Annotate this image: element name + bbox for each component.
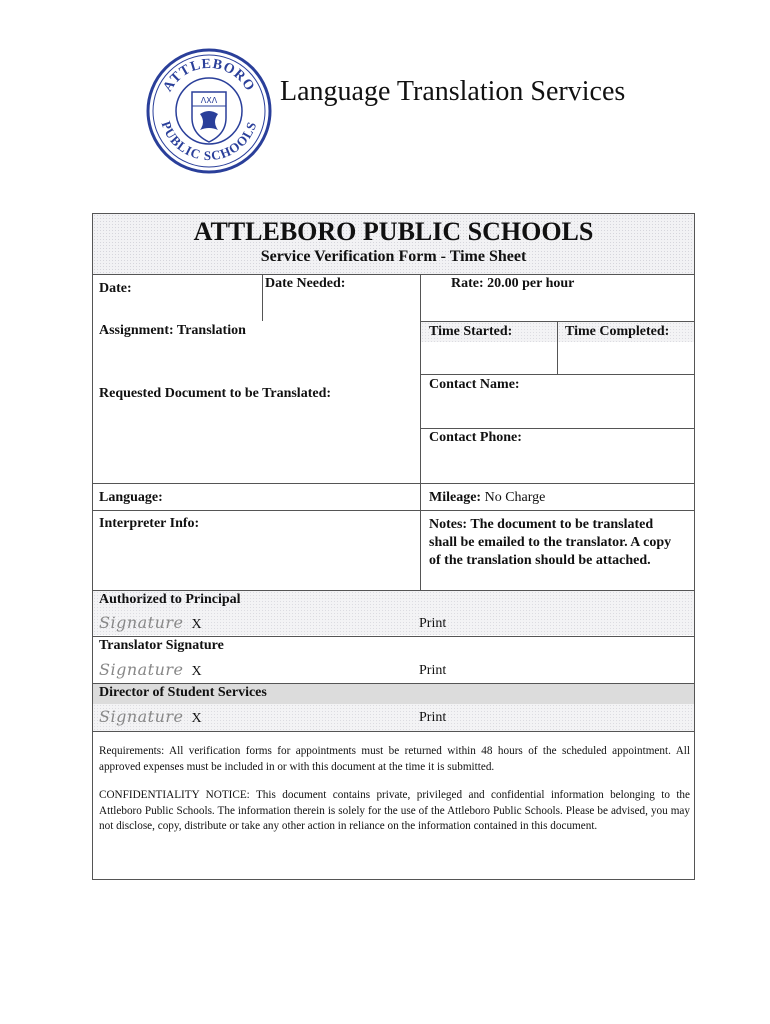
time-started-label: Time Started: (429, 324, 513, 339)
translator-signature-line[interactable] (99, 660, 202, 680)
page-title: Language Translation Services (280, 76, 626, 107)
school-name: ATTLEBORO PUBLIC SCHOOLS (193, 217, 594, 246)
signature-script: Signature (99, 613, 184, 632)
divider (92, 731, 695, 732)
mileage-field (429, 490, 545, 506)
divider (92, 683, 695, 684)
principal-signature-title: Authorized to Principal (99, 592, 241, 607)
school-seal-logo (146, 48, 272, 174)
confidentiality-notice: CONFIDENTIALITY NOTICE: This document contains private, privileged and confidential information belonging to the Attleboro Public Schools. The information therein is solely for the use of the Attleboro Public Schools. Please be advised, you may not disclose, copy, distribute or take any other action in reliance on the information contained in this document. (99, 789, 690, 832)
assignment-label: Assignment: Translation (99, 323, 246, 338)
divider (92, 590, 695, 591)
svg-text:ΛXΛ: ΛXΛ (200, 96, 218, 105)
director-signature-title: Director of Student Services (99, 685, 267, 700)
time-completed-label: Time Completed: (565, 324, 670, 339)
logo-text-bottom: PUBLIC SCHOOLS (158, 119, 260, 164)
signature-x-mark: X (191, 664, 202, 679)
director-signature-line[interactable] (99, 707, 202, 727)
translator-print-label: Print (419, 663, 447, 678)
language-label: Language: (99, 490, 163, 505)
mileage-value: No Charge (484, 490, 546, 505)
contact-name-label: Contact Name: (429, 377, 520, 392)
translator-signature-title: Translator Signature (99, 638, 224, 653)
divider (420, 374, 695, 375)
rate-label: Rate: 20.00 per hour (451, 276, 575, 291)
divider (92, 483, 695, 484)
signature-script: Signature (99, 707, 184, 726)
interpreter-info-label: Interpreter Info: (99, 516, 200, 531)
principal-signature-line[interactable] (99, 613, 202, 633)
divider (92, 636, 695, 637)
divider (420, 428, 695, 429)
date-needed-label: Date Needed: (265, 276, 346, 291)
date-label: Date: (99, 281, 132, 296)
divider (92, 274, 695, 275)
requirements-paragraph: Requirements: All verification forms for appointments must be returned within 48 hours of the scheduled appointment. All approved expenses must be included in or with this document at the time it is submitted. (99, 745, 690, 773)
signature-script: Signature (99, 660, 184, 679)
divider (92, 510, 695, 511)
director-print-label: Print (419, 710, 447, 725)
form-subtitle: Service Verification Form - Time Sheet (260, 248, 527, 265)
notes-text: Notes: The document to be translated shall be emailed to the translator. A copy of the translation should be attached. (429, 517, 672, 568)
divider (262, 274, 263, 321)
contact-phone-label: Contact Phone: (429, 430, 522, 445)
logo-text-top: ATTLEBORO (160, 56, 258, 95)
signature-x-mark: X (191, 617, 202, 632)
principal-print-label: Print (419, 616, 447, 631)
requested-document-label: Requested Document to be Translated: (99, 386, 332, 401)
signature-x-mark: X (191, 711, 202, 726)
mileage-label: Mileage: (429, 490, 482, 505)
